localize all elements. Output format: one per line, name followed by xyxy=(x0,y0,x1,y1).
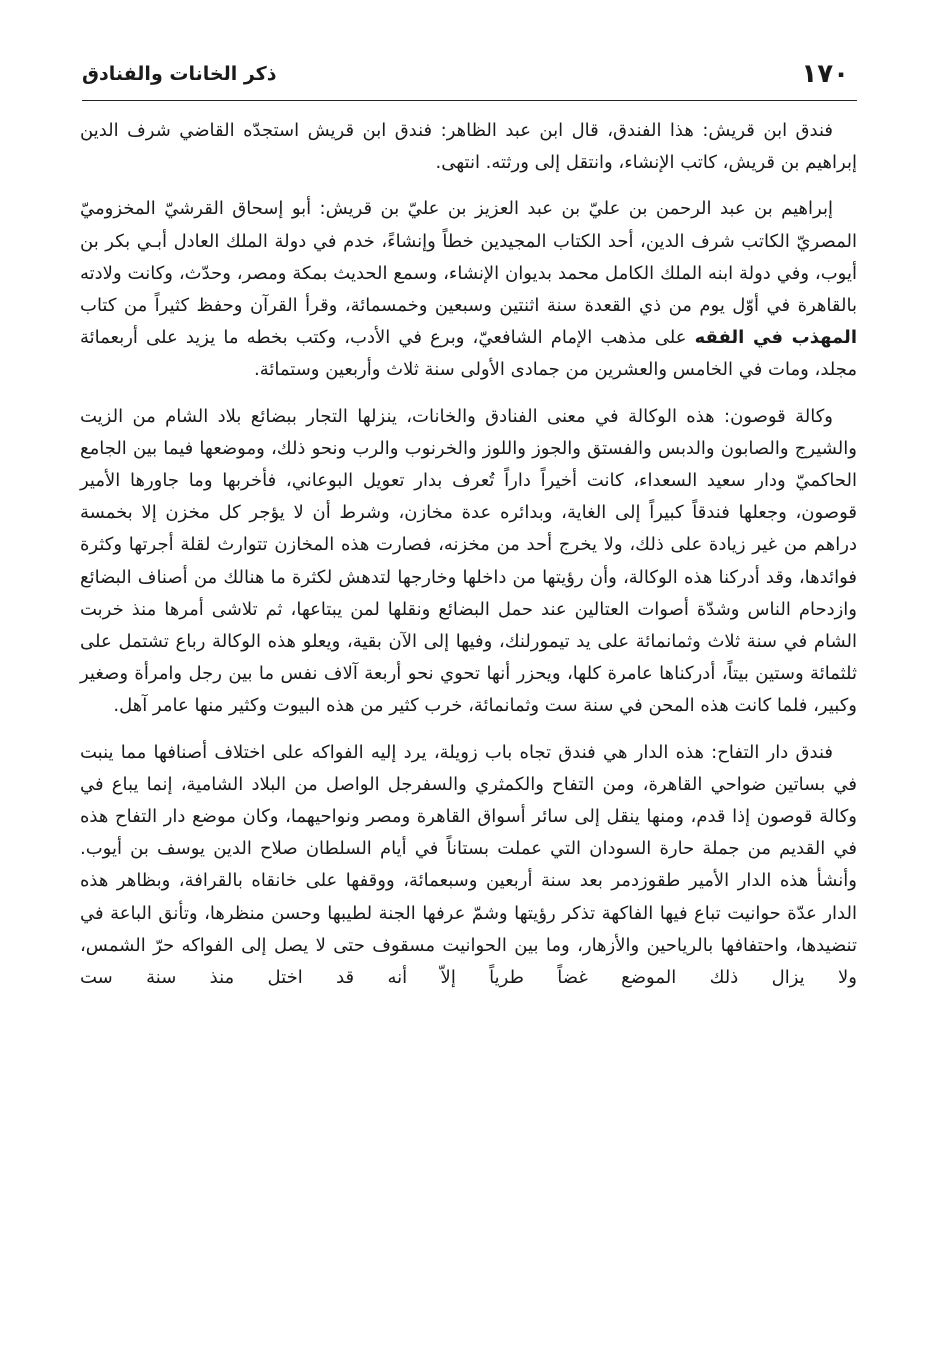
paragraph-dar-al-tuffah: فندق دار التفاح: هذه الدار هي فندق تجاه باب زويلة، يرد إليه الفواكه على اختلاف أصنافها مما ينبت في بساتين ضواحي القاهرة، ومن التفاح والكمثري والسفرجل الواصل من البلاد الشامية، إنما يباع في وكالة قوصون إذا قدم، ومنها ينقل إلى سائر أسواق القاهرة ومصر ونواحيهما، وكان موضع دار التفاح هذه في القديم من جملة حارة السودان التي عملت بستاناً في أيام السلطان صلاح الدين يوسف بن أيوب. وأنشأ هذه الدار الأمير طقوزدمر بعد سنة أربعين وسبعمائة، ووقفها على خانقاه بالقرافة، وبظاهر هذه الدار عدّة حوانيت تباع فيها الفاكهة تذكر رؤيتها وشمّ عرفها الجنة لطيبها وحسن منظرها، وتأنق الباعة في تنضيدها، واحتفافها بالرياحين والأزهار، وما بين الحوانيت مسقوف حتى لا يصل إلى الفواكه حرّ الشمس، ولا يزال ذلك الموضع غضاً طرياً إلاّ أنه قد اختل منذ سنة ست xyxy=(80,741,857,989)
paragraph-ibrahim-ibn-quraysh xyxy=(80,193,857,386)
paragraph-text-segment: إبراهيم بن عبد الرحمن بن عليّ بن عبد العزيز بن عليّ بن قريش: أبو إسحاق القرشيّ المخزوميّ المصريّ الكاتب شرف الدين، أحد الكتاب المجيدين خطاً وإنشاءً، خدم في دولة الملك العادل أبـي بكر بن أيوب، وفي دولة ابنه الملك الكامل محمد بديوان الإنشاء، وسمع الحديث بمكة ومصر، وحدّث، وكانت ولادته بالقاهرة في أوّل يوم من ذي القعدة سنة اثنتين وسبعين وخمسمائة، وقرأ القرآن وحفظ كثيراً من كتاب xyxy=(80,198,857,317)
page-number: ١٧٠ xyxy=(801,59,849,89)
header-rule xyxy=(82,100,857,101)
paragraph-wikalat-qawsun: وكالة قوصون: هذه الوكالة في معنى الفنادق والخانات، ينزلها التجار ببضائع بلاد الشام من الزيت والشيرج والصابون والدبس والفستق والجوز واللوز والخرنوب والرب ونحو ذلك، وموضعها فيما بين الجامع الحاكميّ ودار سعيد السعداء، كانت أخيراً داراً تُعرف بدار تعويل البوعاني، فأخربها وما جاورها الأمير قوصون، وجعلها فندقاً كبيراً إلى الغاية، وبدائره عدة مخازن، وشرط أن لا يؤجر كل مخزن إلا بخمسة دراهم من غير زيادة على ذلك، ولا يخرج أحد من مخزنه، فصارت هذه المخازن تتوارث لقلة أجرتها وكثرة فوائدها، وقد أدركنا هذه الوكالة، وأن رؤيتها من داخلها وخارجها لتدهش لكثرة ما هنالك من أصناف البضائع وازدحام الناس وشدّة أصوات العتالين عند حمل البضائع ونقلها لمن يبتاعها، ثم تلاشى أمرها منذ خربت الشام في سنة ثلاث وثمانمائة على يد تيمورلنك، وفيها إلى الآن بقية، ويعلو هذه الوكالة رباع تشتمل على ثلثمائة وستين بيتاً، أدركناها عامرة كلها، ويحزر أنها تحوي نحو أربعة آلاف نفس ما بين رجل وامرأة وصغير وكبير، فلما كانت هذه المحن في سنة ست وثمانمائة، خرب كثير من هذه البيوت وكثير منها عامر آهل. xyxy=(80,405,857,717)
paragraph-funduq-ibn-quraysh: فندق ابن قريش: هذا الفندق، قال ابن عبد الظاهر: فندق ابن قريش استجدّه القاضي شرف الدين إبراهيم بن قريش، كاتب الإنشاء، وانتقل إلى ورثته. انتهى. xyxy=(80,120,857,174)
book-title-emphasis: المهذب في الفقه xyxy=(694,327,857,349)
running-title: ذكر الخانات والفنادق xyxy=(82,63,277,85)
body-text xyxy=(80,115,857,1008)
running-header xyxy=(82,56,849,96)
paragraph-text-segment: على مذهب الإمام الشافعيّ، وبرع في الأدب، وكتب بخطه ما يزيد على أربعمائة مجلد، ومات في الخامس والعشرين من جمادى الأولى سنة ثلاث وأربعين وستمائة. xyxy=(80,327,857,381)
